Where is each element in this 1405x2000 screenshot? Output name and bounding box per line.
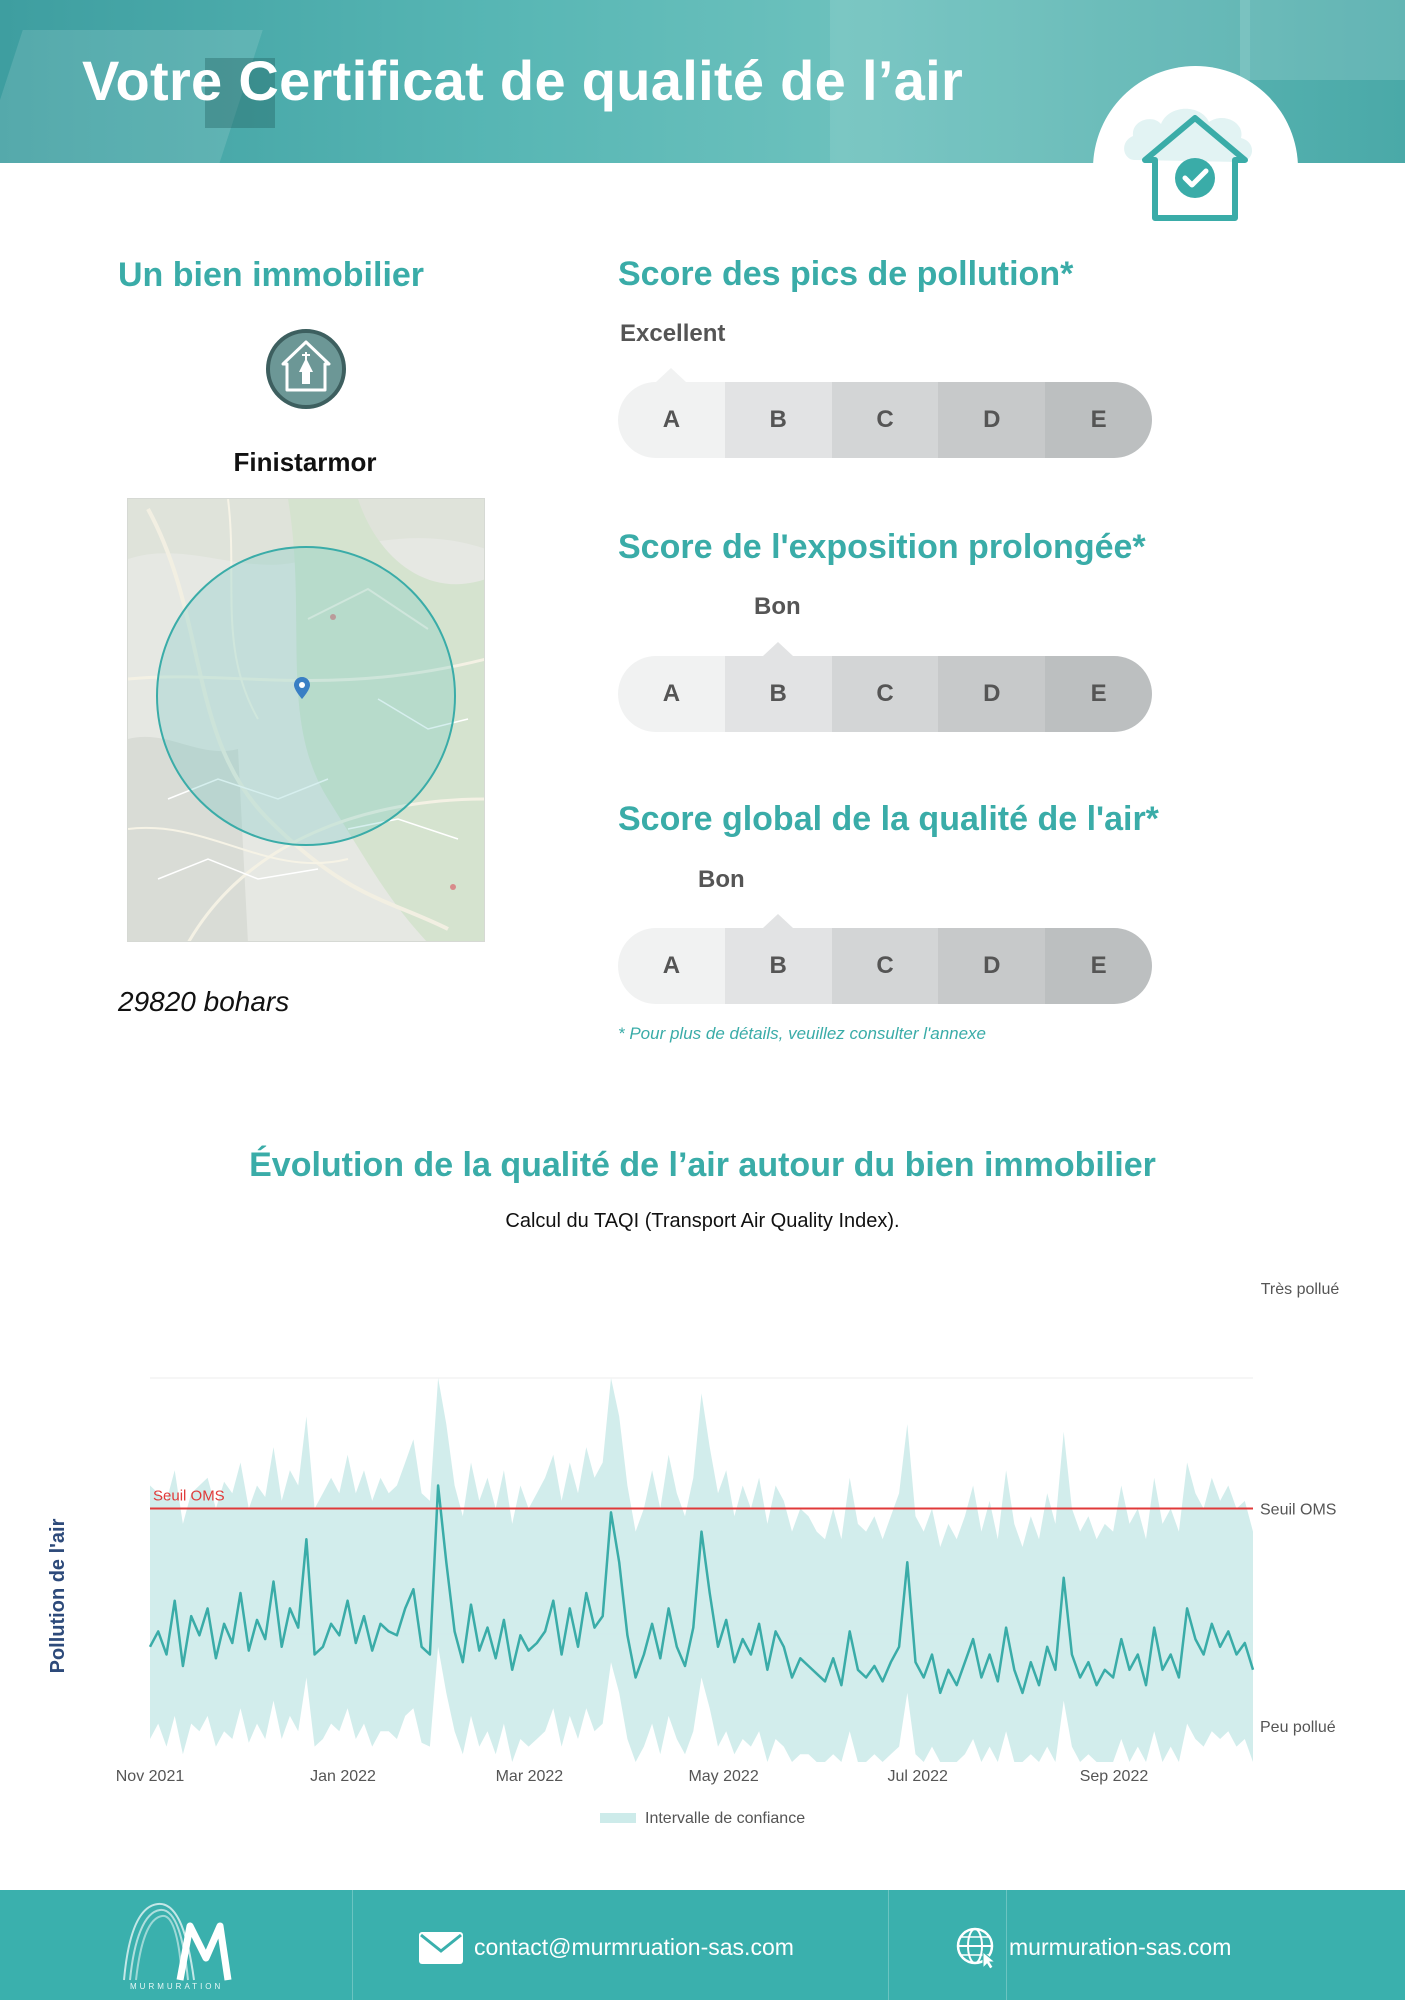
score-rating-global: Bon	[698, 866, 745, 893]
grade-scale-peaks	[618, 382, 1152, 458]
x-tick-label: Jul 2022	[887, 1768, 948, 1785]
score-title-peaks: Score des pics de pollution*	[618, 255, 1074, 293]
map-svg	[128, 499, 485, 942]
threshold-label-left: Seuil OMS	[153, 1487, 225, 1505]
score-title-exposure: Score de l'exposition prolongée*	[618, 528, 1146, 566]
grade-pointer-global	[763, 914, 793, 928]
envelope-icon	[418, 1931, 464, 1965]
grade-c: C	[832, 656, 939, 732]
right-label-low-polluted: Peu pollué	[1260, 1719, 1336, 1736]
logo-wordmark: MURMURATION	[130, 1982, 224, 1991]
page-title: Votre Certificat de qualité de l’air	[82, 49, 964, 112]
x-tick-label: Mar 2022	[495, 1768, 564, 1785]
confidence-band-layer	[150, 1378, 1253, 1762]
grade-a: A	[618, 928, 725, 1004]
grade-e: E	[1045, 382, 1152, 458]
globe-icon	[955, 1926, 999, 1970]
footer-divider-2	[888, 1890, 889, 2000]
grade-pointer-peaks	[656, 368, 686, 382]
chart-section-title: Évolution de la qualité de l’air autour du bien immobilier	[249, 1146, 1156, 1184]
property-map[interactable]	[127, 498, 485, 942]
church-icon	[265, 328, 347, 410]
grade-scale-exposure	[618, 656, 1152, 732]
house-check-icon	[1115, 90, 1275, 230]
grade-b: B	[725, 382, 832, 458]
grade-e: E	[1045, 656, 1152, 732]
score-title-global: Score global de la qualité de l'air*	[618, 800, 1159, 838]
right-label-threshold: Seuil OMS	[1260, 1501, 1337, 1519]
footer-divider-3	[1006, 1890, 1007, 2000]
footer-website-link[interactable]: murmuration-sas.com	[1009, 1934, 1232, 1960]
confidence-band	[150, 1378, 1253, 1762]
grade-scale-global	[618, 928, 1152, 1004]
property-address: 29820 bohars	[118, 986, 290, 1017]
y-axis-label: Pollution de l'air	[47, 1518, 69, 1674]
grade-d: D	[938, 382, 1045, 458]
x-tick-label: Nov 2021	[115, 1768, 185, 1785]
grade-c: C	[832, 382, 939, 458]
grade-d: D	[938, 656, 1045, 732]
header-bg-roof-right	[1240, 0, 1405, 80]
score-rating-peaks: Excellent	[620, 320, 726, 347]
air-quality-chart	[0, 1260, 1405, 1850]
footnote: * Pour plus de détails, veuillez consulter l'annexe	[618, 1024, 987, 1043]
footer-divider-1	[352, 1890, 353, 2000]
right-label-very-polluted: Très pollué	[1260, 1281, 1340, 1298]
grade-pointer-exposure	[763, 642, 793, 656]
grade-a: A	[618, 382, 725, 458]
property-name: Finistarmor	[233, 447, 377, 477]
grade-b: B	[725, 656, 832, 732]
x-tick-label: Jan 2022	[310, 1768, 376, 1785]
score-rating-exposure: Bon	[754, 593, 801, 620]
footer-email-link[interactable]: contact@murmruation-sas.com	[474, 1934, 794, 1960]
grade-d: D	[938, 928, 1045, 1004]
legend-swatch	[600, 1813, 636, 1823]
murmuration-logo-icon	[118, 1896, 234, 1984]
x-tick-label: Sep 2022	[1079, 1768, 1149, 1785]
map-pin-icon[interactable]	[294, 677, 310, 699]
property-section-title: Un bien immobilier	[118, 256, 425, 294]
x-tick-label: May 2022	[688, 1768, 759, 1785]
x-tick-layer	[116, 1768, 1149, 1785]
grade-b: B	[725, 928, 832, 1004]
grade-c: C	[832, 928, 939, 1004]
grade-a: A	[618, 656, 725, 732]
legend-label: Intervalle de confiance	[645, 1810, 806, 1827]
chart-section-subtitle: Calcul du TAQI (Transport Air Quality Index).	[505, 1210, 900, 1232]
grade-e: E	[1045, 928, 1152, 1004]
